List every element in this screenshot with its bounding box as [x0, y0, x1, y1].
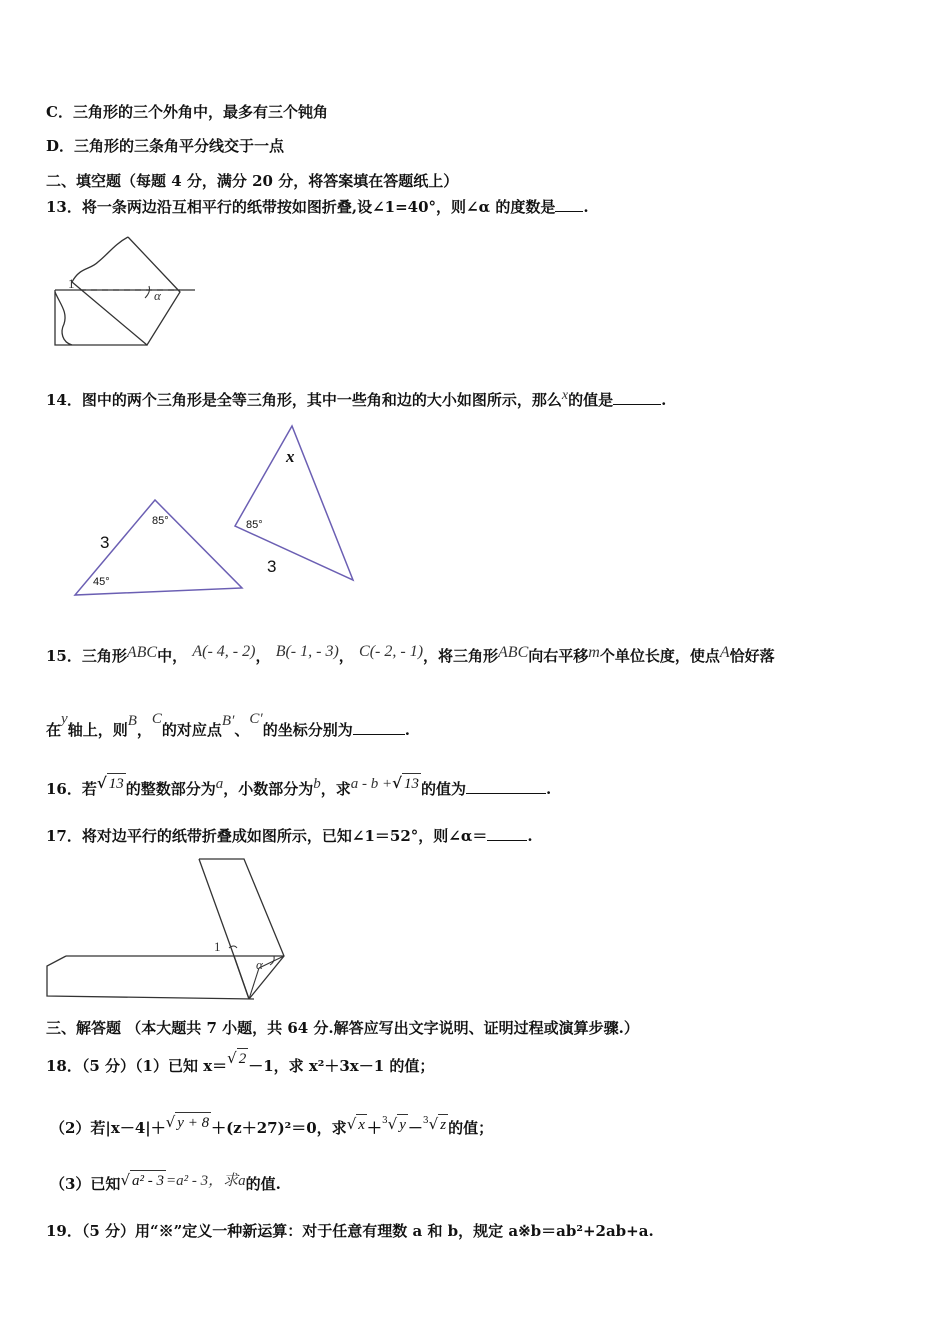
- q13-label-1: 1: [68, 276, 75, 291]
- q13-figure: [50, 232, 190, 352]
- q13-label-alpha: α: [154, 288, 161, 303]
- question-18-part-3: （3）已知√ a² - 3 =a² - 3，求a的值.: [50, 1171, 281, 1193]
- question-13: 13．将一条两边沿互相平行的纸带按如图折叠,设∠1=40°，则∠α 的度数是 .: [46, 198, 589, 216]
- question-15-line-1: 15．三角形ABC中， A(- 4, - 2)， B(- 1, - 3)， C(- 2, - 1)，将三角形ABC向右平移m个单位长度，使点A恰好落: [46, 643, 775, 665]
- question-16: 16．若√ 13 的整数部分为a，小数部分为b，求a - b +√ 13 的值为 .: [46, 774, 552, 798]
- question-19: 19．（5 分）用“※”定义一种新运算：对于任意有理数 a 和 b，规定 a※b＝ab²+2ab+a.: [46, 1222, 654, 1240]
- question-17: 17．将对边平行的纸带折叠成如图所示，已知∠1＝52°，则∠α＝ .: [46, 827, 533, 845]
- section-3-heading: 三、解答题 （本大题共 7 小题，共 64 分.解答应写出文字说明、证明过程或演算步骤.）: [46, 1019, 639, 1037]
- answer-blank: [487, 826, 527, 841]
- q14-figure: [70, 420, 370, 610]
- option-c: C．三角形的三个外角中，最多有三个钝角: [46, 103, 328, 121]
- answer-blank: [466, 779, 546, 794]
- q17-figure: [44, 856, 304, 1006]
- q17-label-alpha: α: [256, 957, 263, 972]
- answer-blank: [613, 390, 661, 405]
- question-18-part-1: 18．（5 分）（1）已知 x＝√ 2 －1，求 x²＋3x－1 的值；: [46, 1049, 435, 1075]
- tri2-side: 3: [267, 557, 277, 576]
- tri2-var: x: [286, 447, 295, 466]
- question-15-line-2: 在y轴上，则B，C的对应点B′、C′的坐标分别为 .: [46, 711, 410, 739]
- question-18-part-2: （2）若|x－4|＋√ y + 8 ＋(z＋27)²＝0，求√ x ＋$^3$√ y －$^3$√ z 的值；: [50, 1113, 494, 1137]
- tri1-side: 3: [100, 533, 110, 552]
- question-14: 14．图中的两个三角形是全等三角形，其中一些角和边的大小如图所示，那么x的值是 .: [46, 388, 667, 409]
- q17-label-1: 1: [214, 939, 221, 954]
- tri2-angle: 85°: [246, 519, 263, 531]
- tri1-bottom-angle: 45°: [93, 576, 110, 588]
- tri1-top-angle: 85°: [152, 515, 169, 527]
- section-2-heading: 二、填空题（每题 4 分，满分 20 分，将答案填在答题纸上）: [46, 172, 459, 190]
- answer-blank: [353, 720, 405, 735]
- option-d: D．三角形的三条角平分线交于一点: [46, 137, 285, 155]
- answer-blank: [555, 197, 583, 212]
